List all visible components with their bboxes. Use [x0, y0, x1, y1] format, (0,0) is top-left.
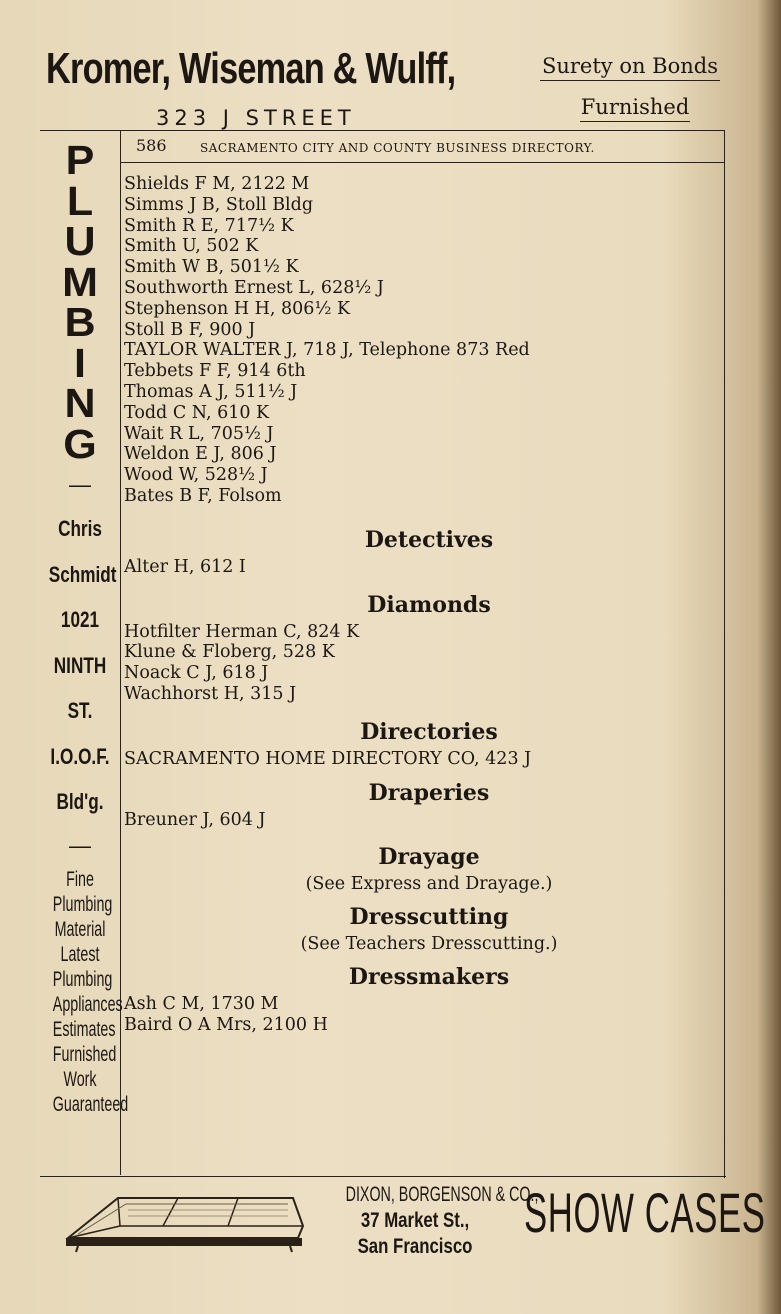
side-ad-letter: M	[62, 258, 98, 305]
page-header: SACRAMENTO CITY AND COUNTY BUSINESS DIRECTORY.	[200, 141, 595, 155]
frame-bottom-rule	[40, 1176, 726, 1177]
listing-entry: Noack C J, 618 J	[124, 663, 269, 684]
side-ad-description-line: Plumbing	[52, 892, 113, 916]
bottom-ad-line3: San Francisco	[357, 1235, 473, 1258]
section-heading: Dresscutting	[349, 904, 509, 931]
side-ad	[40, 137, 129, 1117]
side-ad-letter: B	[64, 299, 96, 345]
side-ad-letter: L	[66, 177, 94, 224]
listing-entry: Smith U, 502 K	[124, 236, 259, 257]
listing-entry: Southworth Ernest L, 628½ J	[124, 277, 384, 298]
side-ad-description-line: Work	[63, 1067, 97, 1091]
top-ad-firm: Kromer, Wiseman & Wulff,	[46, 44, 456, 93]
section-heading: Dressmakers	[348, 964, 510, 991]
show-case-illustration	[58, 1186, 313, 1254]
bottom-ad-product: SHOW CASES	[524, 1181, 766, 1244]
listing-entry: Todd C N, 610 K	[124, 402, 270, 423]
side-ad-description-line: Material	[54, 917, 106, 941]
side-ad-address-line: ST.	[67, 698, 93, 723]
cross-reference: (See Express and Drayage.)	[305, 874, 553, 895]
listing-entry: Hotfilter Herman C, 824 K	[124, 621, 360, 642]
side-ad-letters	[40, 137, 120, 467]
side-ad-dash: —	[69, 832, 91, 858]
top-ad-surety: Surety on Bonds	[540, 54, 720, 81]
listing-entry: Alter H, 612 I	[124, 556, 246, 577]
directory-listings	[124, 174, 724, 1036]
section-heading: Detectives	[364, 526, 494, 553]
side-ad-address-line: 1021	[60, 607, 100, 632]
side-ad-description-line: Latest	[60, 942, 100, 966]
listing-entry: Klune & Floberg, 528 K	[124, 642, 335, 663]
listing-entry: Wait R L, 705½ J	[124, 423, 274, 444]
side-ad-letter: I	[74, 339, 86, 386]
section-heading: Draperies	[368, 779, 490, 806]
section-heading: Drayage	[378, 844, 480, 871]
header-rule	[120, 162, 725, 163]
side-ad-description	[40, 867, 129, 1117]
listing-entry: Bates B F, Folsom	[124, 485, 282, 506]
listing-entry: Thomas A J, 511½ J	[124, 381, 298, 402]
listing-entry: Ash C M, 1730 M	[124, 994, 279, 1015]
listing-entry: SACRAMENTO HOME DIRECTORY CO, 423 J	[124, 748, 532, 769]
listing-entry: Stoll B F, 900 J	[124, 319, 256, 340]
listing-entry: Simms J B, Stoll Bldg	[124, 194, 314, 215]
cross-reference: (See Teachers Dresscutting.)	[300, 934, 558, 955]
frame-right-rule	[724, 130, 725, 1178]
bottom-ad-company	[313, 1182, 539, 1260]
side-ad-description-line: Furnished	[52, 1042, 117, 1066]
side-ad-letter: N	[64, 380, 96, 426]
listing-entry: TAYLOR WALTER J, 718 J, Telephone 873 Red	[124, 340, 530, 361]
listing-entry: Tebbets F F, 914 6th	[124, 361, 306, 382]
section-heading: Directories	[360, 718, 498, 745]
side-ad-address-line: Bld'g.	[56, 789, 104, 814]
bottom-ad-line1: DIXON, BORGENSON & CO.,	[345, 1183, 539, 1206]
side-ad-address-line: Chris	[58, 516, 102, 541]
side-ad-address-line: I.O.O.F.	[50, 743, 110, 769]
side-ad-description-line: Estimates	[52, 1017, 116, 1041]
page-number: 586	[136, 136, 167, 155]
listing-entry: Wood W, 528½ J	[124, 465, 268, 486]
side-ad-letter: G	[63, 420, 97, 467]
listing-entry: Smith W B, 501½ K	[124, 257, 299, 278]
listing-entry: Stephenson H H, 806½ K	[124, 298, 351, 319]
frame-top-rule	[40, 130, 725, 131]
side-ad-letter: U	[64, 218, 96, 264]
side-ad-description-line: Guaranteed	[52, 1092, 129, 1116]
side-ad-description-line: Fine	[66, 867, 94, 891]
listing-entry: Baird O A Mrs, 2100 H	[124, 1015, 328, 1036]
listing-entry: Smith R E, 717½ K	[124, 215, 294, 236]
listing-entry: Breuner J, 604 J	[124, 809, 266, 830]
listing-entry: Weldon E J, 806 J	[124, 444, 277, 465]
side-ad-description-line: Appliances	[52, 992, 123, 1016]
side-ad-address-line: NINTH	[53, 652, 107, 678]
top-ad-furnished: Furnished	[580, 95, 690, 122]
side-ad-address	[40, 506, 120, 825]
side-ad-dash: —	[69, 472, 91, 497]
side-ad-letter: P	[65, 137, 95, 183]
listing-entry: Shields F M, 2122 M	[124, 174, 310, 194]
listing-entry: Wachhorst H, 315 J	[124, 683, 297, 704]
top-ad-street: 323 J STREET	[156, 106, 356, 130]
side-ad-description-line: Plumbing	[52, 967, 113, 991]
section-heading: Diamonds	[367, 591, 491, 618]
side-ad-address-line: Schmidt	[48, 561, 117, 587]
bottom-ad-line2: 37 Market St.,	[360, 1209, 470, 1232]
